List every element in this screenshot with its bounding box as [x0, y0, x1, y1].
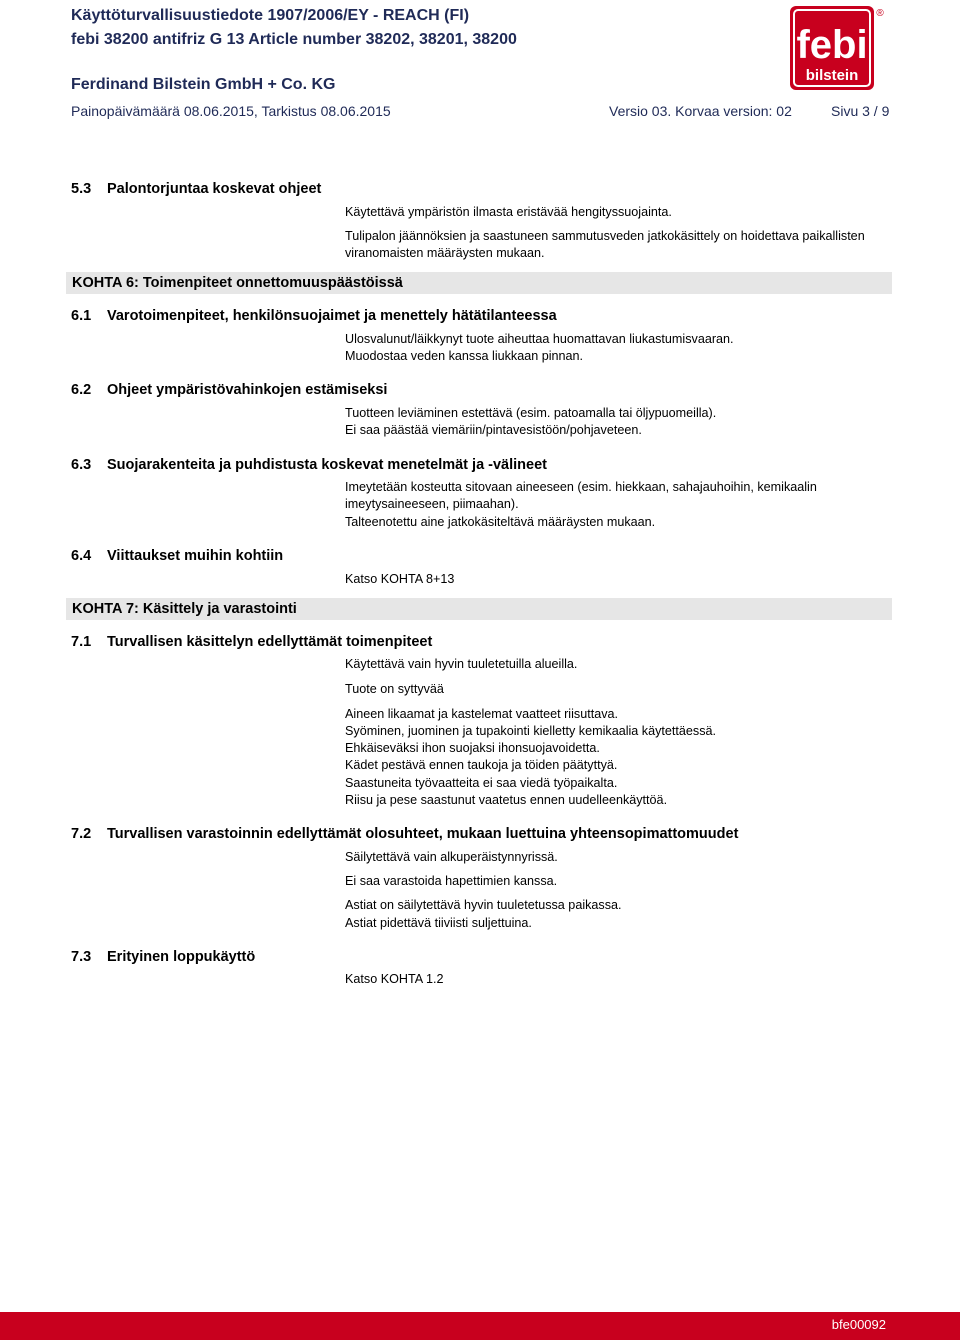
section-text: Syöminen, juominen ja tupakointi kielletty kemikaalia käytettäessä.	[345, 724, 717, 738]
section-title: Viittaukset muihin kohtiin	[107, 548, 284, 564]
section-title: Ohjeet ympäristövahinkojen estämiseksi	[107, 382, 388, 398]
section-text: Astiat on säilytettävä hyvin tuuletetussa paikassa.	[345, 898, 622, 912]
section-text: Riisu ja pese saastunut vaatetus ennen uudelleenkäyttöä.	[345, 793, 668, 807]
section-number: 7.3	[71, 949, 92, 965]
section-text: Katso KOHTA 1.2	[345, 972, 444, 986]
footer-bar	[0, 1312, 960, 1340]
febi-bilstein-logo	[788, 4, 886, 92]
section-text: Tulipalon jäännöksien ja saastuneen sammutusveden jatkokäsittely on hoidettava paikallisten viranomaisten määräysten mukaan.	[345, 229, 865, 260]
section-7-1-heading	[71, 634, 432, 650]
section-text: Imeytetään kosteutta sitovaan aineeseen (esim. hiekkaan, sahajauhoihin, kemikaalin imeytysaineeseen, piimaahan).	[345, 480, 817, 511]
section-title: Suojarakenteita ja puhdistusta koskevat menetelmät ja -välineet	[107, 457, 547, 473]
registered-mark: ®	[876, 8, 884, 19]
section-number: 7.2	[71, 826, 92, 842]
section-6-2-heading	[71, 382, 387, 398]
section-text: Saastuneita työvaatteita ei saa viedä työpaikalta.	[345, 776, 618, 790]
section-text: Ehkäiseväksi ihon suojaksi ihonsuojavoidetta.	[345, 741, 600, 755]
section-6-3-heading	[71, 457, 547, 473]
document-code: bfe00092	[831, 1317, 886, 1332]
section-number: 6.2	[71, 382, 92, 398]
section-6-1-heading	[71, 308, 557, 324]
section-title: Varotoimenpiteet, henkilönsuojaimet ja menettely hätätilanteessa	[107, 308, 557, 324]
section-text: Säilytettävä vain alkuperäistynnyrissä.	[345, 850, 558, 864]
section-text: Aineen likaamat ja kastelemat vaatteet riisuttava.	[345, 707, 619, 721]
section-text: Talteenotettu aine jatkokäsiteltävä määräysten mukaan.	[345, 515, 656, 529]
kohta-7-header: KOHTA 7: Käsittely ja varastointi	[66, 598, 892, 620]
section-text: Ei saa päästää viemäriin/pintavesistöön/pohjaveteen.	[345, 423, 642, 437]
section-text: Ei saa varastoida hapettimien kanssa.	[345, 874, 558, 888]
document-title: Käyttöturvallisuustiedote 1907/2006/EY - REACH (FI)	[71, 7, 470, 24]
logo-text-bottom: bilstein	[805, 67, 859, 84]
product-title: febi 38200 antifriz G 13 Article number 38202, 38201, 38200	[71, 31, 517, 48]
section-text: Katso KOHTA 8+13	[345, 572, 455, 586]
section-number: 5.3	[71, 181, 92, 197]
section-7-2-heading	[71, 826, 738, 842]
section-title: Erityinen loppukäyttö	[107, 949, 256, 965]
section-text: Astiat pidettävä tiiviisti suljettuina.	[345, 916, 532, 930]
version-info: Versio 03. Korvaa version: 02	[609, 103, 792, 119]
section-number: 6.1	[71, 308, 92, 324]
company-name: Ferdinand Bilstein GmbH + Co. KG	[71, 76, 336, 93]
section-title: Palontorjuntaa koskevat ohjeet	[107, 181, 322, 197]
section-text: Käytettävä ympäristön ilmasta eristävää hengityssuojainta.	[345, 205, 672, 219]
print-dates: Painopäivämäärä 08.06.2015, Tarkistus 08.06.2015	[71, 103, 391, 119]
section-number: 6.3	[71, 457, 92, 473]
section-text: Tuote on syttyvää	[345, 682, 444, 696]
section-text: Muodostaa veden kanssa liukkaan pinnan.	[345, 349, 584, 363]
section-text: Käytettävä vain hyvin tuuletetuilla alueilla.	[345, 657, 578, 671]
section-number: 7.1	[71, 634, 92, 650]
section-title: Turvallisen varastoinnin edellyttämät olosuhteet, mukaan luettuina yhteensopimattomuudet	[107, 826, 739, 842]
section-text: Ulosvalunut/läikkynyt tuote aiheuttaa huomattavan liukastumisvaaran.	[345, 332, 734, 346]
section-title: Turvallisen käsittelyn edellyttämät toimenpiteet	[107, 634, 433, 650]
section-number: 6.4	[71, 548, 92, 564]
section-text: Tuotteen leviäminen estettävä (esim. patoamalla tai öljypuomeilla).	[345, 406, 717, 420]
section-5-3-heading	[71, 181, 321, 197]
section-7-3-heading	[71, 949, 255, 965]
kohta-6-header: KOHTA 6: Toimenpiteet onnettomuuspäästöissä	[66, 272, 892, 294]
logo-text-top: febi	[796, 23, 868, 67]
section-6-4-heading	[71, 548, 283, 564]
section-text: Kädet pestävä ennen taukoja ja töiden päätyttyä.	[345, 758, 618, 772]
page-number: Sivu 3 / 9	[831, 103, 890, 119]
